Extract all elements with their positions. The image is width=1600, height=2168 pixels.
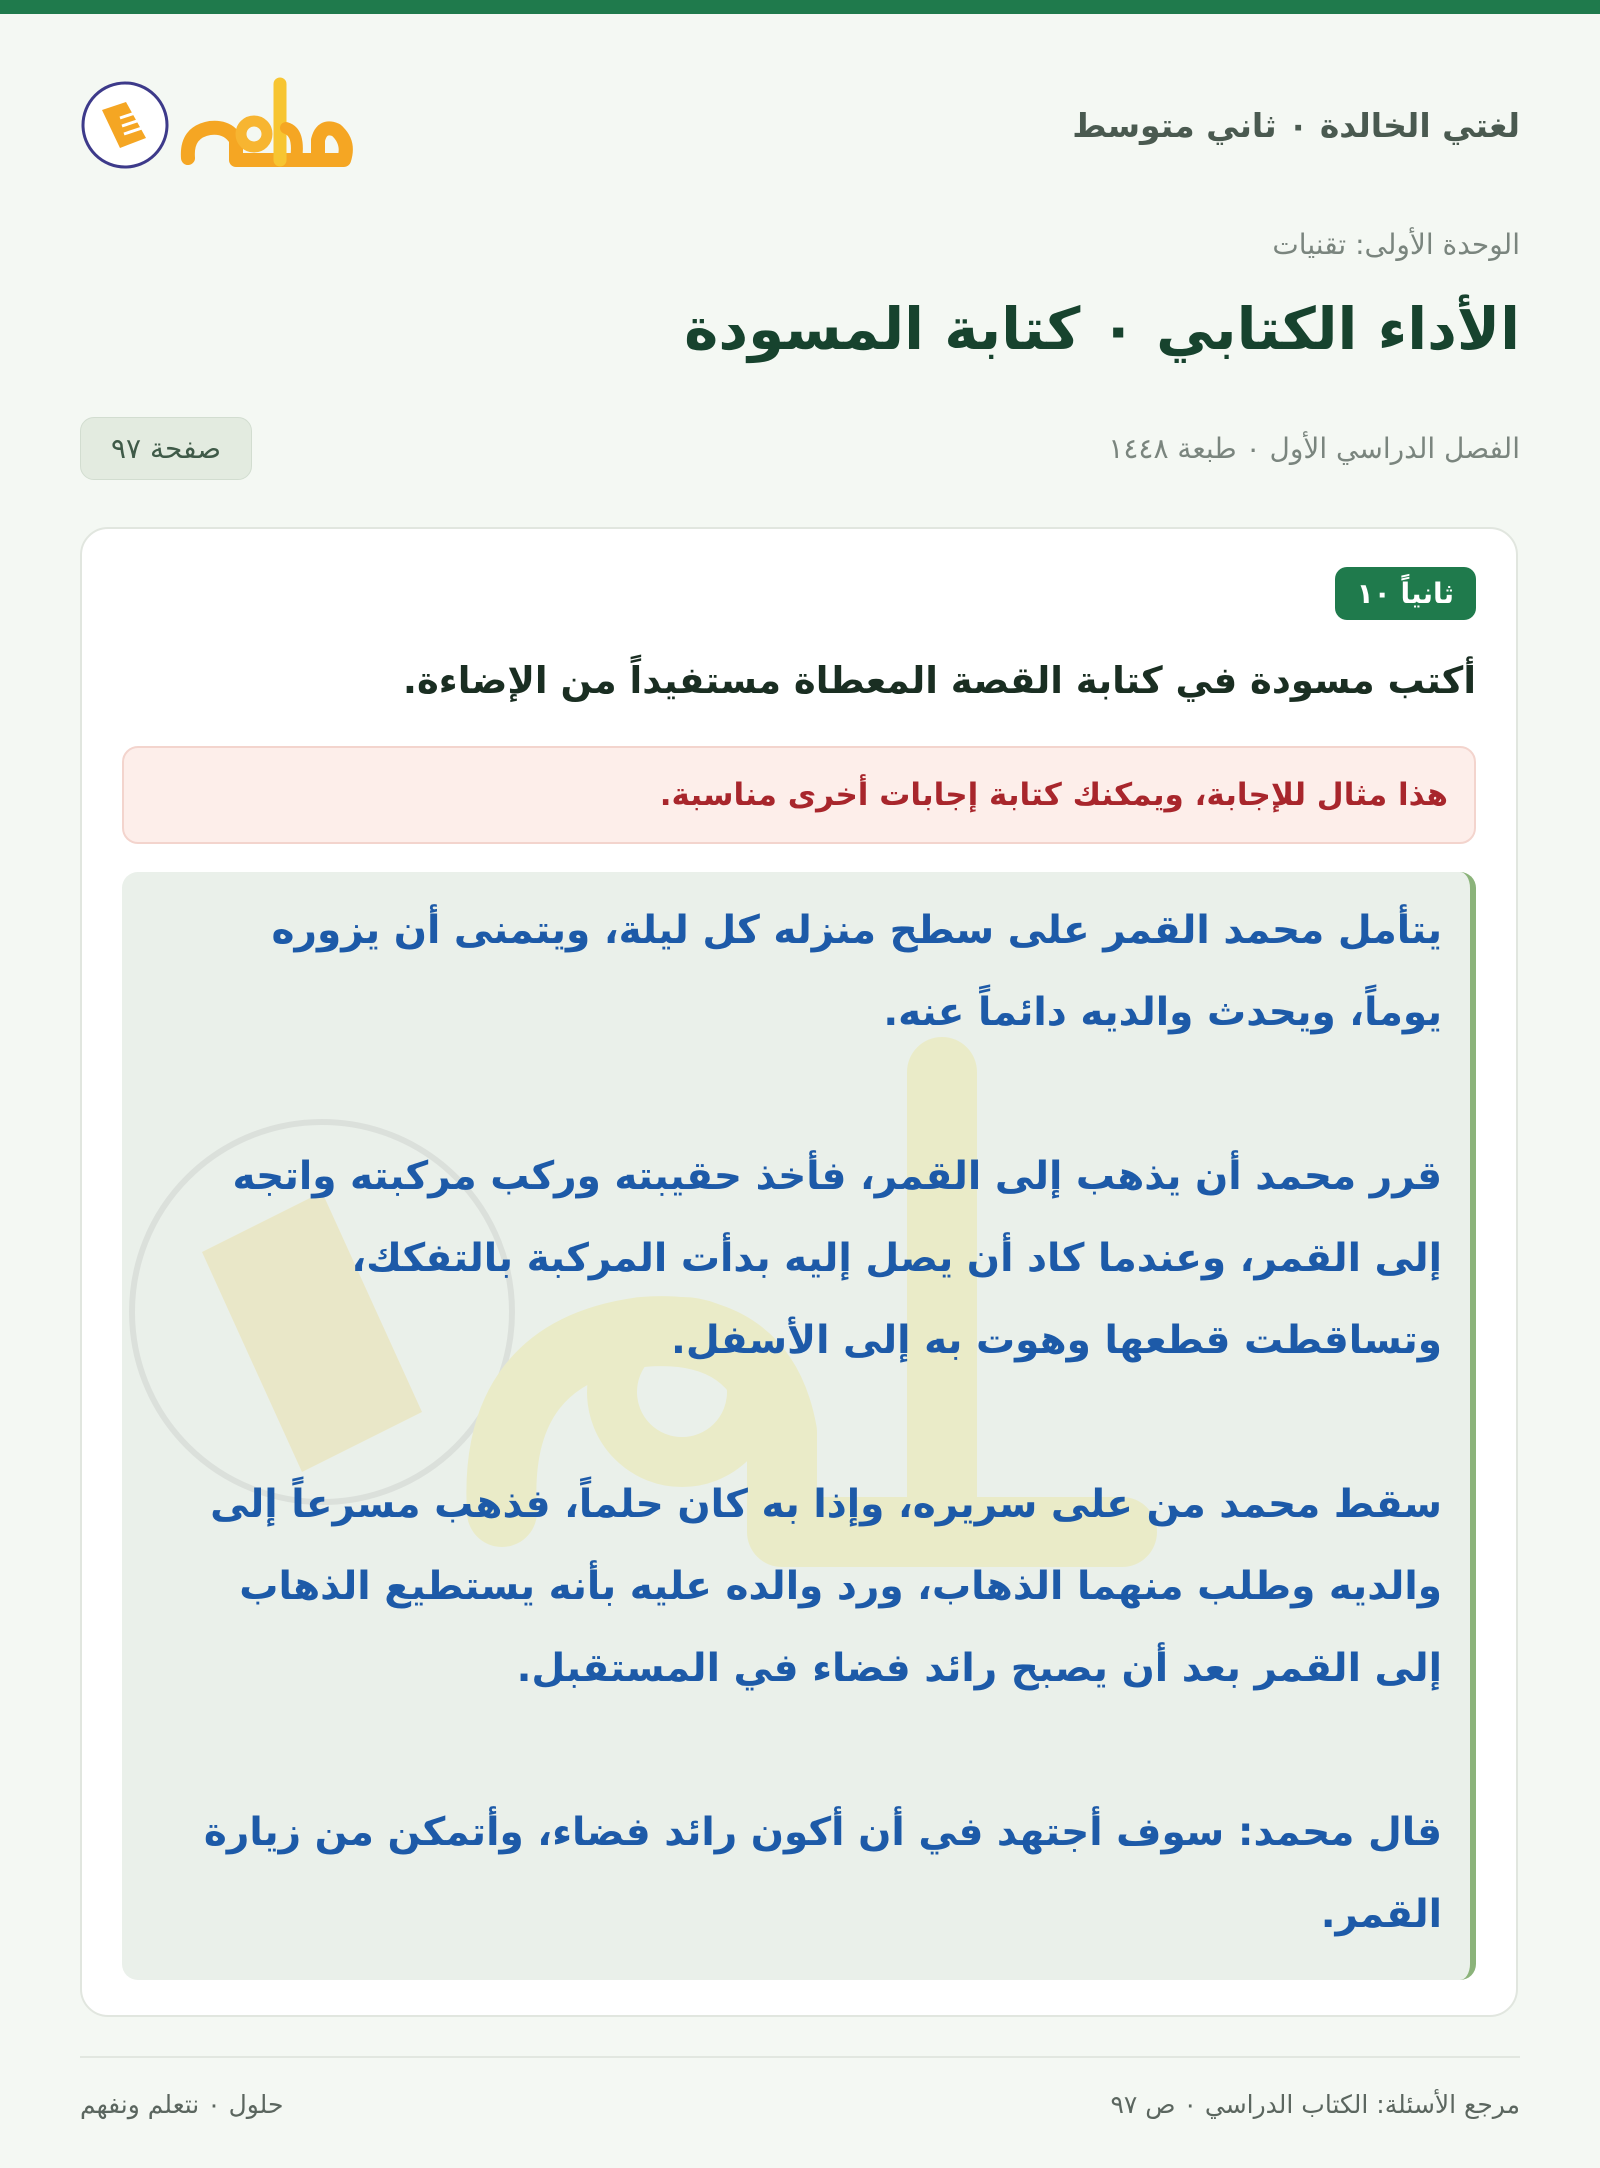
- answer-paragraph: قال محمد: سوف أجتهد في أن أكون رائد فضاء، وأتمكن من زيارة القمر.: [203, 1810, 1442, 1937]
- book-icon: [80, 80, 170, 170]
- lesson-title: الأداء الكتابي ٠ كتابة المسودة: [684, 295, 1520, 363]
- page-footer: [80, 2090, 1520, 2119]
- unit-label: الوحدة الأولى: تقنيات: [1272, 228, 1520, 261]
- page-number-chip: صفحة ٩٧: [80, 417, 252, 480]
- footer-brand: حلول ٠ نتعلم ونفهم: [80, 2090, 284, 2119]
- answer-paragraph: سقط محمد من على سريره، وإذا به كان حلماً، فذهب مسرعاً إلى والديه وطلب منهما الذهاب، ورد والده عليه بأنه يستطيع الذهاب إلى القمر بعد أن يصبح رائد فضاء في المستقبل.: [210, 1482, 1442, 1691]
- hulool-wordmark-icon: [176, 70, 356, 180]
- answer-paragraph: يتأمل محمد القمر على سطح منزله كل ليلة، ويتمنى أن يزوره يوماً، ويحدث والديه دائماً عنه.: [271, 908, 1442, 1035]
- footer-reference: مرجع الأسئلة: الكتاب الدراسي ٠ ص ٩٧: [1110, 2090, 1520, 2119]
- lesson-meta-row: [80, 412, 1520, 484]
- answer-box: [122, 872, 1476, 1980]
- term-edition: الفصل الدراسي الأول ٠ طبعة ١٤٤٨: [1108, 431, 1520, 465]
- book-title: لغتي الخالدة ٠ ثاني متوسط: [1072, 105, 1520, 145]
- question-text: أكتب مسودة في كتابة القصة المعطاة مستفيداً من الإضاءة.: [402, 659, 1476, 702]
- hulool-logo[interactable]: [80, 70, 356, 180]
- top-accent-bar: [0, 0, 1600, 14]
- page-header: [80, 70, 1520, 180]
- question-number-badge: ثانياً ١٠: [1335, 567, 1476, 620]
- answer-note: هذا مثال للإجابة، ويمكنك كتابة إجابات أخرى مناسبة.: [122, 746, 1476, 844]
- answer-text: [122, 872, 1470, 1956]
- answer-paragraph: قرر محمد أن يذهب إلى القمر، فأخذ حقيبته وركب مركبته واتجه إلى القمر، وعندما كاد أن يصل إليه بدأت المركبة بالتفكك، وتساقطت قطعها وهوت به إلى الأسفل.: [232, 1154, 1442, 1363]
- footer-divider: [80, 2056, 1520, 2058]
- question-card: [80, 527, 1518, 2017]
